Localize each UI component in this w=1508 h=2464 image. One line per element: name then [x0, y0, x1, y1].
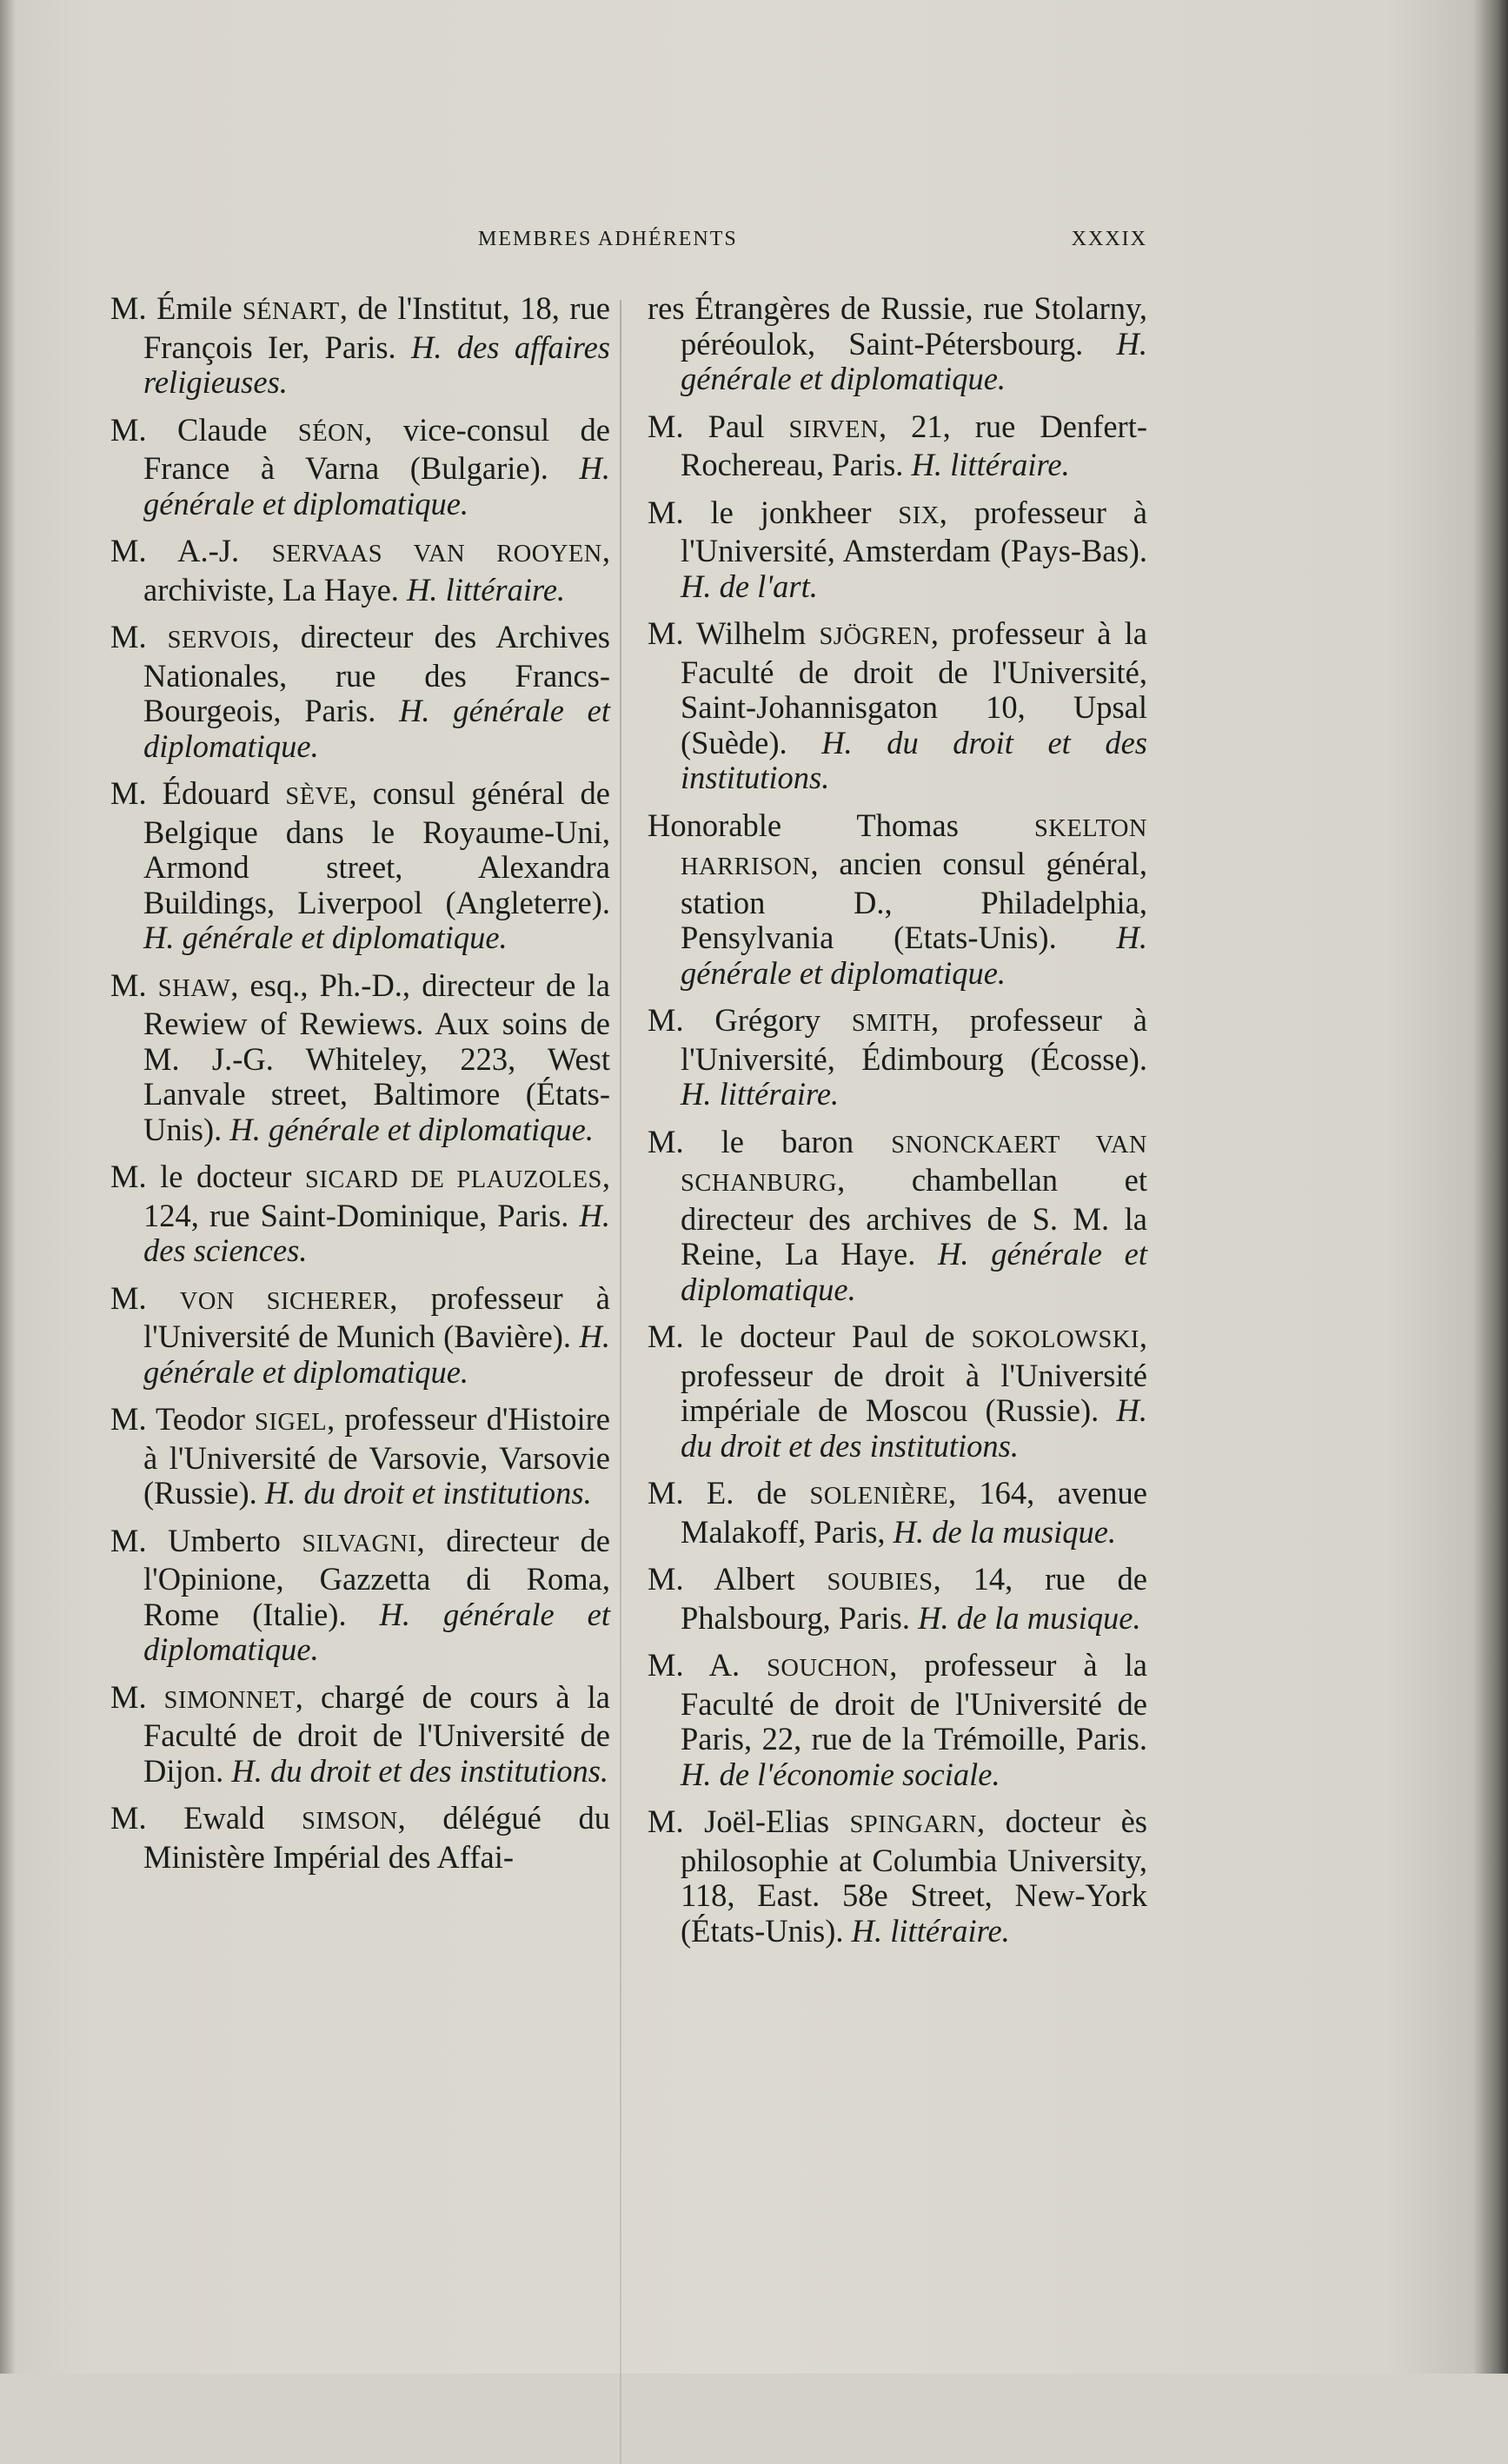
- member-name: SHAW: [157, 974, 231, 1002]
- member-text: res Étrangères de Russie, rue Stolarny, péréoulok, Saint-Pétersbourg.: [648, 290, 1147, 362]
- member-text: M. E. de: [648, 1475, 810, 1511]
- member-text: M.: [110, 619, 168, 654]
- member-name: VON SICHERER: [179, 1287, 390, 1315]
- member-name: SJÖGREN: [819, 623, 931, 650]
- member-section: H. littéraire.: [851, 1912, 1010, 1949]
- member-text: M. le docteur: [110, 1159, 306, 1194]
- member-text: M.: [110, 1678, 164, 1715]
- member-text: M. A.-J.: [110, 533, 272, 568]
- member-name: SKELTON HARRISON: [681, 814, 1147, 880]
- member-section: H. littéraire.: [911, 447, 1070, 482]
- member-entry: [110, 1801, 610, 1875]
- member-section: H. des sciences.: [143, 1197, 610, 1268]
- page-edge-shadow: [1473, 0, 1508, 2374]
- member-text: M. Claude: [110, 411, 298, 448]
- member-name: SOKOLOWSKI: [971, 1326, 1139, 1353]
- member-text: , professeur à la Faculté de droit de l'Université de Paris, 22, rue de la Trémoille, Paris.: [681, 1647, 1147, 1757]
- member-text: M.: [110, 1279, 180, 1316]
- member-name: SOUBIES: [827, 1569, 933, 1596]
- member-entry: [110, 1402, 610, 1511]
- member-entry: [648, 1319, 1147, 1464]
- member-entry: [110, 776, 610, 956]
- member-section: H. de l'économie sociale.: [681, 1756, 1000, 1792]
- member-text: , archiviste, La Haye.: [143, 533, 610, 608]
- member-section: H. des affaires religieuses.: [143, 329, 611, 400]
- member-section: H. littéraire.: [681, 1076, 840, 1112]
- member-text: M. Ewald: [110, 1800, 302, 1836]
- member-text: , 14, rue de Phalsbourg, Paris.: [681, 1561, 1147, 1636]
- member-section: H. littéraire.: [407, 571, 566, 608]
- member-name: SÈVE: [285, 783, 349, 810]
- member-text: , docteur ès philosophie at Columbia University, 118, East. 58e Street, New-York (États-Unis).: [681, 1803, 1147, 1949]
- member-section: H. générale et diplomatique.: [229, 1111, 595, 1147]
- member-section: H. générale et diplomatique.: [681, 920, 1147, 991]
- member-name: SERVAAS VAN ROOYEN: [271, 541, 602, 568]
- page-gutter-shadow: [0, 0, 16, 2374]
- member-name: SPINGARN: [849, 1811, 977, 1838]
- member-entry: [648, 1125, 1147, 1308]
- member-text: , 164, avenue Malakoff, Paris,: [681, 1475, 1148, 1550]
- member-entry: [110, 968, 610, 1148]
- member-section: H. de l'art.: [681, 568, 818, 604]
- member-section: H. générale et diplomatique.: [143, 450, 610, 521]
- member-name: SICARD DE PLAUZOLES: [305, 1166, 602, 1193]
- member-entry: [110, 620, 610, 764]
- member-text: M. le docteur Paul de: [648, 1318, 972, 1354]
- member-entry: [648, 1003, 1147, 1112]
- member-section: H. de la musique.: [893, 1513, 1117, 1550]
- column-divider: [620, 300, 621, 2464]
- member-name: SIRVEN: [788, 415, 880, 443]
- member-text: M. Grégory: [648, 1002, 852, 1038]
- member-text: , de l'Institut, 18, rue François Ier, Paris.: [143, 290, 611, 365]
- member-text: , 124, rue Saint-Dominique, Paris.: [143, 1159, 611, 1233]
- member-name: SÉON: [297, 419, 365, 447]
- member-text: , professeur à l'Université de Munich (Bavière).: [143, 1279, 610, 1354]
- member-entry: [648, 409, 1147, 483]
- page-number: XXXIX: [1071, 228, 1147, 250]
- member-text: , consul général de Belgique dans le Royaume-Uni, Armond street, Alexandra Buildings, Liverpool (Angleterre).: [143, 775, 610, 920]
- member-entry: [110, 291, 610, 401]
- member-section: H. du droit et des institutions.: [681, 724, 1147, 795]
- member-entry: [110, 413, 610, 522]
- member-entry: [648, 1562, 1147, 1636]
- member-section: H. générale et diplomatique.: [681, 1236, 1147, 1307]
- member-section: H. de la musique.: [918, 1599, 1141, 1636]
- member-entry: [648, 1648, 1147, 1792]
- member-section: H. du droit et des institutions.: [231, 1752, 609, 1789]
- member-text: M. A.: [648, 1647, 767, 1683]
- member-name: SIGEL: [255, 1409, 328, 1436]
- member-name: SIX: [898, 501, 940, 529]
- member-text: M.: [110, 966, 158, 1003]
- member-entry: [110, 1524, 610, 1668]
- member-text: M. Joël-Elias: [648, 1803, 850, 1839]
- member-text: , chargé de cours à la Faculté de droit de l'Université de Dijon.: [143, 1678, 610, 1789]
- member-name: SOUCHON: [767, 1655, 890, 1682]
- member-name: SOLENIÈRE: [809, 1483, 948, 1510]
- member-section: H. du droit et des institutions.: [681, 1392, 1147, 1464]
- running-title: MEMBRES ADHÉRENTS: [478, 228, 738, 250]
- member-text: , ancien consul général, station D., Philadelphia, Pensylvania (Etats-Unis).: [681, 846, 1147, 955]
- member-entry: [110, 1159, 610, 1269]
- right-column: [648, 291, 1147, 1961]
- member-text: M. Albert: [648, 1561, 827, 1597]
- member-text: M. Édouard: [110, 775, 286, 811]
- member-name: SÉNART: [242, 298, 340, 325]
- member-text: , professeur d'Histoire à l'Université de Varsovie, Varsovie (Russie).: [143, 1401, 610, 1511]
- member-entry: [648, 1476, 1147, 1550]
- member-name: SERVOIS: [167, 627, 272, 654]
- running-header: [113, 228, 1147, 262]
- member-name: SILVAGNI: [302, 1530, 417, 1557]
- member-entry: [648, 291, 1147, 397]
- member-section: H. générale et diplomatique.: [143, 1318, 610, 1390]
- member-entry: [648, 495, 1147, 605]
- member-text: M. Umberto: [110, 1522, 302, 1558]
- member-entry: [648, 808, 1147, 992]
- member-entry: [110, 1281, 610, 1391]
- member-section: H. générale et diplomatique.: [143, 1596, 610, 1667]
- member-text: M. le baron: [648, 1123, 892, 1159]
- member-text: , directeur de l'Opinione, Gazzetta di Roma, Rome (Italie).: [143, 1522, 610, 1632]
- member-name: SMITH: [851, 1010, 931, 1037]
- member-section: H. générale et diplomatique.: [681, 325, 1147, 396]
- member-text: M. le jonkheer: [648, 494, 899, 530]
- member-name: SNONCKAERT VAN SCHANBURG: [681, 1131, 1147, 1197]
- member-text: M. Émile: [110, 290, 242, 326]
- member-entry: [110, 1680, 610, 1790]
- member-text: Honorable Thomas: [648, 807, 1034, 843]
- member-text: , 21, rue Denfert-Rochereau, Paris.: [681, 408, 1147, 482]
- member-text: , professeur à l'Université, Édimbourg (Écosse).: [681, 1002, 1147, 1077]
- member-text: M. Wilhelm: [648, 615, 820, 651]
- member-name: SIMSON: [302, 1808, 398, 1835]
- member-text: , professeur à la Faculté de droit de l'Université, Saint-Johannisgaton 10, Upsal (Suède).: [681, 615, 1147, 760]
- member-text: , professeur à l'Université, Amsterdam (Pays-Bas).: [681, 494, 1147, 568]
- member-entry: [648, 616, 1147, 796]
- member-section: H. générale et diplomatique.: [143, 693, 610, 764]
- member-text: , directeur des Archives Nationales, rue des Francs-Bourgeois, Paris.: [143, 619, 610, 728]
- member-text: , professeur de droit à l'Université impériale de Moscou (Russie).: [681, 1318, 1147, 1428]
- member-section: H. générale et diplomatique.: [143, 920, 508, 955]
- member-text: , chambellan et directeur des archives de S. M. la Reine, La Haye.: [681, 1162, 1147, 1272]
- member-text: M. Teodor: [110, 1401, 256, 1437]
- member-name: SIMONNET: [163, 1686, 296, 1714]
- member-entry: [648, 1804, 1147, 1949]
- member-text: , vice-consul de France à Varna (Bulgarie).: [143, 411, 610, 486]
- member-section: H. du droit et institutions.: [264, 1475, 592, 1511]
- member-text: M. Paul: [648, 408, 789, 444]
- member-text: , esq., Ph.-D., directeur de la Rewiew of Rewiews. Aux soins de M. J.-G. Whiteley, 223, West Lanvale street, Baltimore (États-Unis).: [143, 966, 610, 1147]
- member-entry: [110, 534, 610, 608]
- left-column: [110, 291, 610, 1887]
- member-text: , délégué du Ministère Impérial des Affai-: [143, 1800, 610, 1875]
